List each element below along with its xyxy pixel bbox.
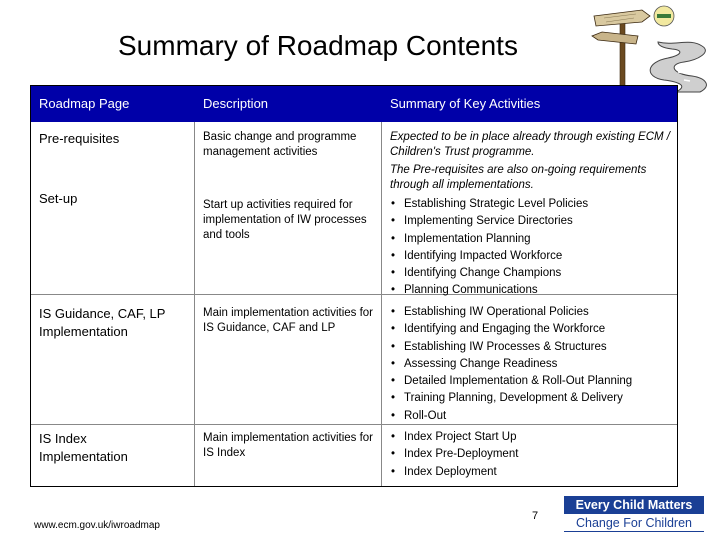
row-isindex-description: Main implementation activities for IS Index <box>203 432 374 459</box>
row-isguidance-activities <box>390 304 632 425</box>
list-item: • Training Planning, Development & Delivery <box>390 390 632 407</box>
list-item: • Identifying and Engaging the Workforce <box>390 321 632 338</box>
row-setup-page: Set-up <box>39 191 78 206</box>
list-item: • Identifying Impacted Workforce <box>390 248 588 265</box>
header-summary: Summary of Key Activities <box>390 96 541 111</box>
row-prerequisites-summary <box>390 130 675 193</box>
row-isguidance-description: Main implementation activities for IS Guidance, CAF and LP <box>203 307 374 334</box>
row-setup-description: Start up activities required for implementation of IW processes and tools <box>203 199 367 241</box>
list-item: • Detailed Implementation & Roll-Out Planning <box>390 373 632 390</box>
row-prerequisites-page: Pre-requisites <box>39 131 120 146</box>
list-item: • Index Pre-Deployment <box>390 446 518 463</box>
ecm-logo <box>564 496 704 532</box>
list-item: • Index Deployment <box>390 464 518 481</box>
header-description: Description <box>203 96 269 111</box>
column-divider <box>194 122 195 487</box>
page-title: Summary of Roadmap Contents <box>118 30 518 61</box>
row-isguidance-page: IS Guidance, CAF, LP Implementation <box>39 306 166 339</box>
row-isindex-activities <box>390 429 518 481</box>
footer-url: www.ecm.gov.uk/iwroadmap <box>34 520 160 531</box>
row-setup-activities <box>390 196 588 300</box>
row-isindex-page: IS Index Implementation <box>39 431 128 464</box>
logo-line-2: Change For Children <box>564 514 704 532</box>
logo-line-1: Every Child Matters <box>564 496 704 514</box>
list-item: • Identifying Change Champions <box>390 265 588 282</box>
row-prerequisites-description: Basic change and programme management activities <box>203 131 357 158</box>
list-item: • Assessing Change Readiness <box>390 356 632 373</box>
list-item: • Roll-Out <box>390 408 632 425</box>
page-number: 7 <box>532 510 539 522</box>
header-roadmap-page: Roadmap Page <box>39 96 130 111</box>
summary-line: Expected to be in place already through existing ECM / Children's Trust programme. <box>390 131 670 158</box>
roadmap-table <box>30 85 678 487</box>
column-divider <box>381 122 382 487</box>
list-item: • Establishing Strategic Level Policies <box>390 196 588 213</box>
list-item: • Implementation Planning <box>390 231 588 248</box>
list-item: • Index Project Start Up <box>390 429 518 446</box>
list-item: • Establishing IW Processes & Structures <box>390 339 632 356</box>
summary-line: The Pre-requisites are also on-going requirements through all implementations. <box>390 164 647 191</box>
table-header <box>31 86 677 122</box>
signpost-road-icon <box>580 2 718 94</box>
list-item: • Establishing IW Operational Policies <box>390 304 632 321</box>
list-item: • Implementing Service Directories <box>390 213 588 230</box>
list-item: • Planning Communications <box>390 282 588 299</box>
